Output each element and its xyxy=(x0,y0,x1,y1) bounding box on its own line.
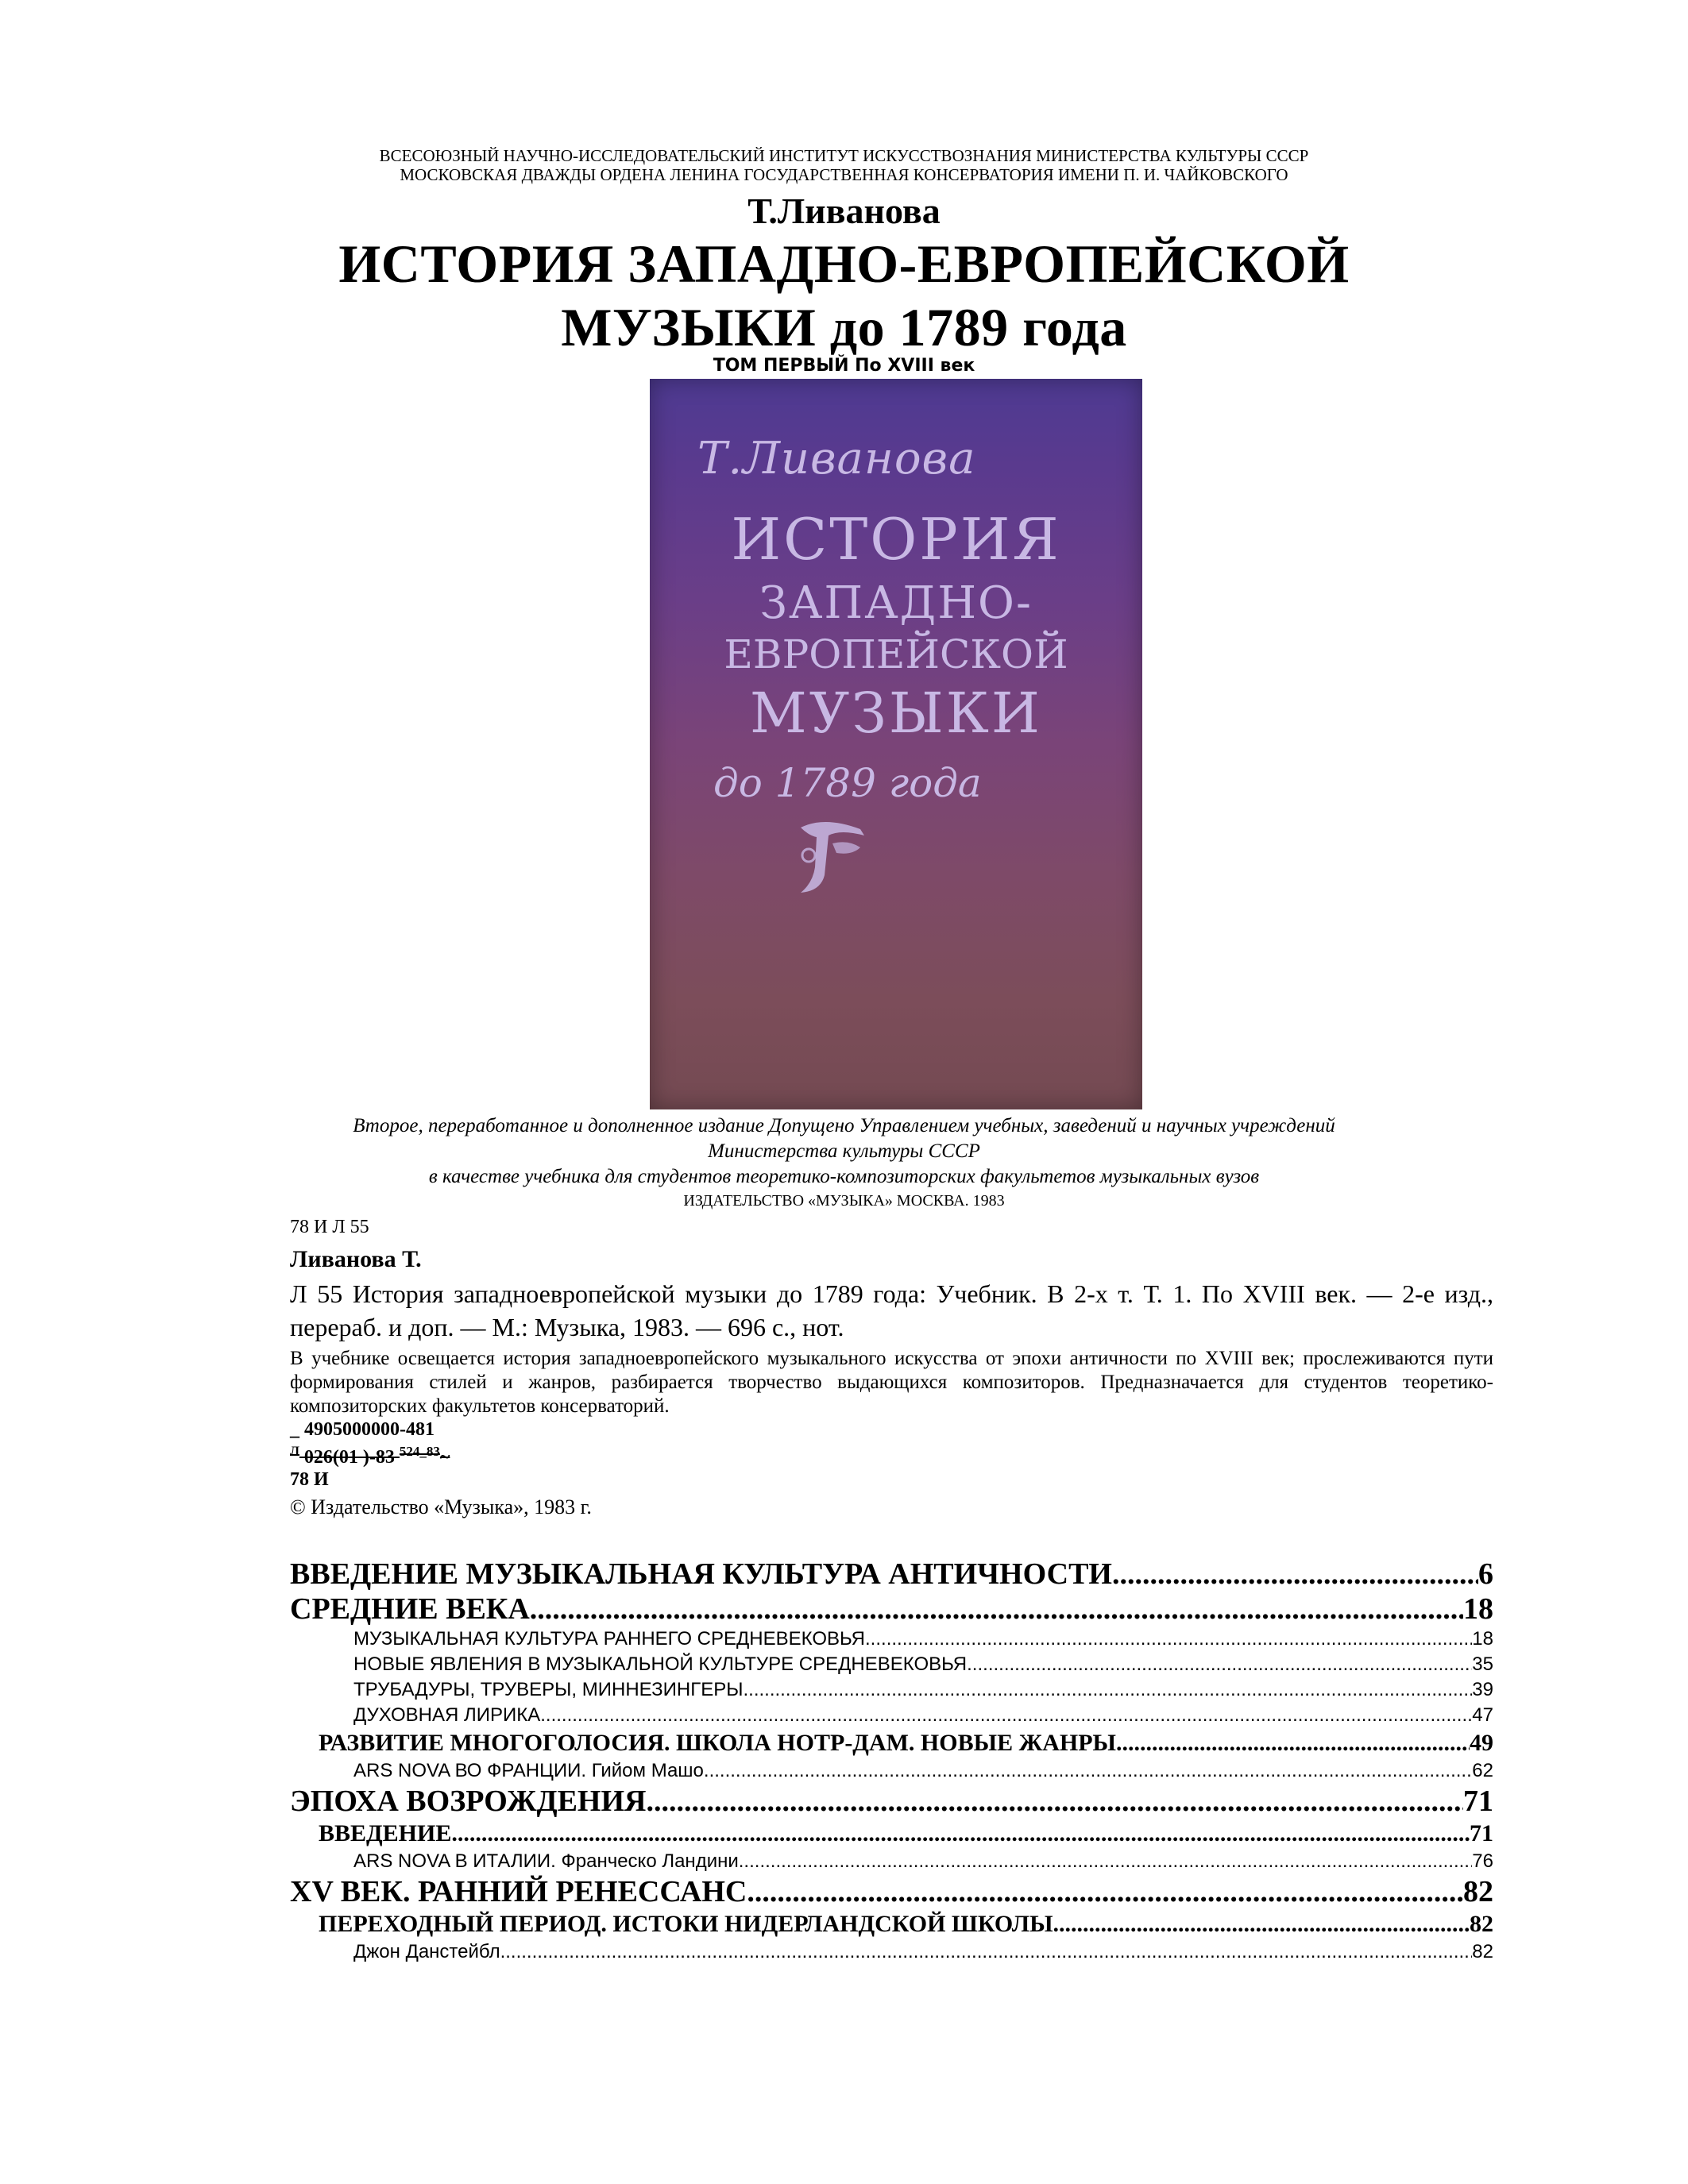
book-cover-image xyxy=(650,379,1142,1109)
toc-entry-title: СРЕДНИЕ ВЕКА xyxy=(290,1592,530,1626)
catalog-author: Ливанова Т. xyxy=(290,1246,422,1272)
catalog-card xyxy=(290,1215,1493,1521)
toc-entry-title: ДУХОВНАЯ ЛИРИКА xyxy=(353,1704,541,1726)
toc-page-number: 82 xyxy=(1463,1875,1493,1908)
toc-page-number: 71 xyxy=(1470,1820,1493,1846)
cover-title-line-2: ЗАПАДНО- xyxy=(759,577,1033,629)
author-name: Т.Ливанова xyxy=(747,191,941,231)
toc-dot-leader xyxy=(747,1874,1463,1909)
toc-dot-leader xyxy=(704,1758,1472,1784)
institution-line-1: ВСЕСОЮЗНЫЙ НАУЧНО-ИССЛЕДОВАТЕЛЬСКИЙ ИНСТИТУТ ИСКУССТВОЗНАНИЯ МИНИСТЕРСТВА КУЛЬТУРЫ СССР xyxy=(379,146,1309,165)
toc-entry[interactable] xyxy=(290,1703,1493,1728)
toc-entry-title: ARS NOVA В ИТАЛИИ. Франческо Ландини xyxy=(353,1850,739,1872)
toc-entry-title: ВВЕДЕНИЕ xyxy=(319,1820,452,1846)
toc-dot-leader xyxy=(1116,1728,1470,1758)
toc-entry[interactable] xyxy=(290,1819,1493,1849)
toc-entry-title: Джон Данстейбл xyxy=(353,1941,500,1962)
toc-entry[interactable] xyxy=(290,1557,1493,1592)
toc-entry-title: НОВЫЕ ЯВЛЕНИЯ В МУЗЫКАЛЬНОЙ КУЛЬТУРЕ СРЕДНЕВЕКОВЬЯ xyxy=(353,1653,968,1675)
toc-entry-title: МУЗЫКАЛЬНАЯ КУЛЬТУРА РАННЕГО СРЕДНЕВЕКОВЬЯ xyxy=(353,1628,866,1650)
toc-entry-title: ПЕРЕХОДНЫЙ ПЕРИОД. ИСТОКИ НИДЕРЛАНДСКОЙ ШКОЛЫ xyxy=(319,1911,1053,1937)
toc-page-number: 6 xyxy=(1478,1557,1493,1591)
institution-line-2: МОСКОВСКАЯ ДВАЖДЫ ОРДЕНА ЛЕНИНА ГОСУДАРСТВЕННАЯ КОНСЕРВАТОРИЯ ИМЕНИ П. И. ЧАЙКОВСКОГО xyxy=(400,165,1288,184)
cover-title-line-3: ЕВРОПЕЙСКОЙ xyxy=(724,631,1068,677)
toc-dot-leader xyxy=(647,1784,1464,1819)
book-annotation: В учебнике освещается история западноевропейского музыкального искусства от эпохи античности по XVIII век; прослеживаются пути формирования стилей и жанров, разбирается творчество выдающихся композиторов. Предназначается для студентов теоретико-композиторских факультетов консерваторий. xyxy=(290,1348,1493,1417)
toc-page-number: 82 xyxy=(1472,1941,1493,1962)
toc-page-number: 71 xyxy=(1463,1785,1493,1818)
classification-code: 78 И Л 55 xyxy=(290,1217,369,1237)
toc-dot-leader xyxy=(1053,1909,1470,1939)
toc-entry[interactable] xyxy=(290,1784,1493,1819)
toc-dot-leader xyxy=(451,1819,1470,1849)
bibliographic-entry: Л 55 История западноевропейской музыки до 1789 года: Учебник. В 2-х т. Т. 1. По XVIII век. — 2-е изд., перераб. и доп. — М.: Музыка, 1983. — 696 с., нот. xyxy=(290,1279,1493,1341)
publisher-line: ИЗДАТЕЛЬСТВО «МУЗЫКА» МОСКВА. 1983 xyxy=(683,1192,1005,1210)
book-title-line-2: МУЗЫКИ до 1789 года xyxy=(561,297,1127,357)
toc-page-number: 82 xyxy=(1470,1911,1493,1937)
toc-dot-leader xyxy=(500,1939,1473,1965)
bibliographic-code-2 xyxy=(290,1441,1493,1468)
edition-notice xyxy=(0,1113,1688,1190)
toc-entry[interactable] xyxy=(290,1939,1493,1965)
book-title-line-1: ИСТОРИЯ ЗАПАДНО-ЕВРОПЕЙСКОЙ xyxy=(338,233,1350,294)
toc-dot-leader xyxy=(540,1703,1472,1728)
bibliographic-code-3: 78 И xyxy=(290,1469,329,1490)
toc-page-number: 47 xyxy=(1472,1704,1493,1726)
toc-entry-title: ТРУБАДУРЫ, ТРУВЕРЫ, МИННЕЗИНГЕРЫ xyxy=(353,1679,744,1700)
copyright-notice: © Издательство «Музыка», 1983 г. xyxy=(290,1495,592,1518)
cover-year: до 1789 года xyxy=(713,760,982,806)
toc-entry[interactable] xyxy=(290,1758,1493,1784)
volume-subtitle: ТОМ ПЕРВЫЙ По XVIII век xyxy=(713,356,975,376)
table-of-contents xyxy=(290,1557,1493,1965)
toc-entry[interactable] xyxy=(290,1909,1493,1939)
cover-author: Т.Ливанова xyxy=(697,433,976,484)
bib-prefix: Л xyxy=(290,1445,299,1458)
toc-page-number: 18 xyxy=(1463,1592,1493,1626)
toc-entry[interactable] xyxy=(290,1849,1493,1874)
edition-line-3: в качестве учебника для студентов теоретико-композиторских факультетов музыкальных вузов xyxy=(428,1166,1260,1187)
toc-entry[interactable] xyxy=(290,1874,1493,1909)
toc-entry[interactable] xyxy=(290,1592,1493,1626)
toc-entry-title: ВВЕДЕНИЕ МУЗЫКАЛЬНАЯ КУЛЬТУРА АНТИЧНОСТИ xyxy=(290,1557,1112,1591)
bib-superscript: 524_83 xyxy=(399,1444,440,1459)
cover-title-line-4: МУЗЫКИ xyxy=(750,681,1042,746)
toc-entry[interactable] xyxy=(290,1677,1493,1703)
toc-page-number: 39 xyxy=(1472,1679,1493,1700)
toc-entry-title: ARS NOVA ВО ФРАНЦИИ. Гийом Машо xyxy=(353,1760,704,1781)
toc-dot-leader xyxy=(1112,1557,1478,1592)
toc-entry[interactable] xyxy=(290,1626,1493,1652)
bib-tail: ~ xyxy=(439,1447,450,1468)
toc-page-number: 76 xyxy=(1472,1850,1493,1872)
toc-dot-leader xyxy=(530,1592,1463,1626)
bibliographic-code-1: _ 4905000000-481 xyxy=(290,1419,435,1440)
toc-entry[interactable] xyxy=(290,1652,1493,1677)
toc-page-number: 62 xyxy=(1472,1760,1493,1781)
bib-code: 026(01 )-83 xyxy=(303,1447,395,1468)
toc-entry-title: РАЗВИТИЕ МНОГОГОЛОСИЯ. ШКОЛА НОТР-ДАМ. НОВЫЕ ЖАНРЫ xyxy=(319,1730,1117,1756)
cover-title-line-1: ИСТОРИЯ xyxy=(731,506,1061,573)
toc-dot-leader xyxy=(865,1626,1472,1652)
toc-page-number: 18 xyxy=(1472,1628,1493,1650)
toc-entry-title: ЭПОХА ВОЗРОЖДЕНИЯ xyxy=(290,1785,647,1818)
toc-dot-leader xyxy=(967,1652,1472,1677)
toc-page-number: 49 xyxy=(1470,1730,1493,1756)
ornament-icon xyxy=(785,812,880,899)
toc-entry-title: XV ВЕК. РАННИЙ РЕНЕССАНС xyxy=(290,1875,747,1908)
edition-line-1: Второе, переработанное и дополненное издание Допущено Управлением учебных, заведений и научных учреждений xyxy=(353,1115,1335,1136)
toc-dot-leader xyxy=(744,1677,1473,1703)
toc-page-number: 35 xyxy=(1472,1653,1493,1675)
toc-entry[interactable] xyxy=(290,1728,1493,1758)
toc-dot-leader xyxy=(739,1849,1473,1874)
edition-line-2: Министерства культуры СССР xyxy=(708,1140,980,1162)
